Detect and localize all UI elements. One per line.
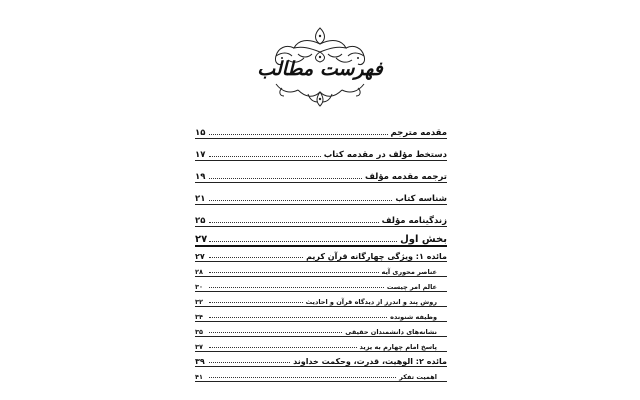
toc-page-number: ۱۵: [195, 128, 206, 138]
toc-page-number: ۳۰: [195, 283, 203, 291]
toc-dot-leader: [209, 240, 397, 242]
toc-entry: [195, 205, 447, 227]
toc-entry: [195, 139, 447, 161]
toc-dot-leader: [209, 361, 290, 363]
toc-entry: [195, 262, 447, 277]
toc-entry-label: دستخط مؤلف در مقدمه کتاب: [323, 150, 447, 160]
toc-page-number: ۲۱: [195, 194, 206, 204]
table-of-contents: [195, 117, 447, 382]
toc-page-number: ۳۹: [195, 357, 205, 366]
toc-page-number: ۲۸: [195, 268, 203, 276]
toc-dot-leader: [209, 271, 379, 273]
toc-page-number: ۲۷: [195, 252, 205, 261]
toc-section-heading: [195, 227, 447, 247]
toc-dot-leader: [209, 256, 303, 258]
toc-page-number: ۳۷: [195, 343, 203, 351]
toc-dot-leader: [209, 199, 392, 201]
toc-entry-label: مقدمه مترجم: [390, 128, 447, 138]
toc-dot-leader: [209, 316, 387, 318]
toc-entry-label: روش پند و اندرز از دیدگاه قرآن و احادیث: [305, 298, 437, 306]
toc-entry-label: اهمیت تفکر: [399, 373, 437, 381]
toc-dot-leader: [209, 331, 342, 333]
toc-dot-leader: [209, 346, 357, 348]
toc-entry-label: وظیفه شنونده: [390, 313, 437, 321]
toc-page-number: ۱۹: [195, 172, 206, 182]
toc-entry-label: بخش اول: [400, 234, 447, 245]
toc-dot-leader: [209, 177, 362, 179]
toc-entry-label: زندگینامه مؤلف: [381, 216, 447, 226]
toc-page-number: ۱۷: [195, 150, 206, 160]
toc-entry: [195, 337, 447, 352]
toc-entry: [195, 292, 447, 307]
toc-entry: [195, 247, 447, 262]
toc-page-number: ۲۷: [195, 234, 208, 245]
toc-entry-label: پاسخ امام چهارم به یزید: [359, 343, 437, 351]
toc-entry: [195, 161, 447, 183]
toc-page-number: ۲۵: [195, 216, 206, 226]
toc-dot-leader: [209, 376, 396, 378]
toc-entry-label: نشانه‌های دانشمندان حقیقی: [345, 328, 437, 336]
toc-entry-label: عناصر محوری آیه: [381, 268, 437, 276]
toc-entry: [195, 183, 447, 205]
toc-entry: [195, 322, 447, 337]
toc-entry: [195, 352, 447, 367]
toc-entry: [195, 307, 447, 322]
toc-entry: [195, 277, 447, 292]
toc-page-number: ۳۲: [195, 298, 203, 306]
toc-dot-leader: [209, 301, 303, 303]
toc-entry-label: شناسه کتاب: [395, 194, 447, 204]
toc-entry-label: مائده ۲: الوهیت، قدرت، وحکمت خداوند: [293, 357, 447, 366]
toc-dot-leader: [209, 286, 384, 288]
toc-dot-leader: [209, 221, 379, 223]
toc-entry: [195, 367, 447, 382]
toc-page-number: ۳۵: [195, 328, 203, 336]
page-title: فهرست مطالب: [257, 58, 383, 80]
toc-entry-label: عالم امر چیست: [386, 283, 437, 291]
toc-page-number: ۳۴: [195, 313, 203, 321]
toc-entry: [195, 117, 447, 139]
toc-dot-leader: [209, 155, 321, 157]
toc-entry-label: ترجمه مقدمه مؤلف: [365, 172, 447, 182]
toc-dot-leader: [209, 133, 388, 135]
toc-entry-label: مائده ۱: ویژگی چهارگانه قرآن کریم: [306, 252, 447, 261]
toc-page-number: ۴۱: [195, 373, 203, 381]
